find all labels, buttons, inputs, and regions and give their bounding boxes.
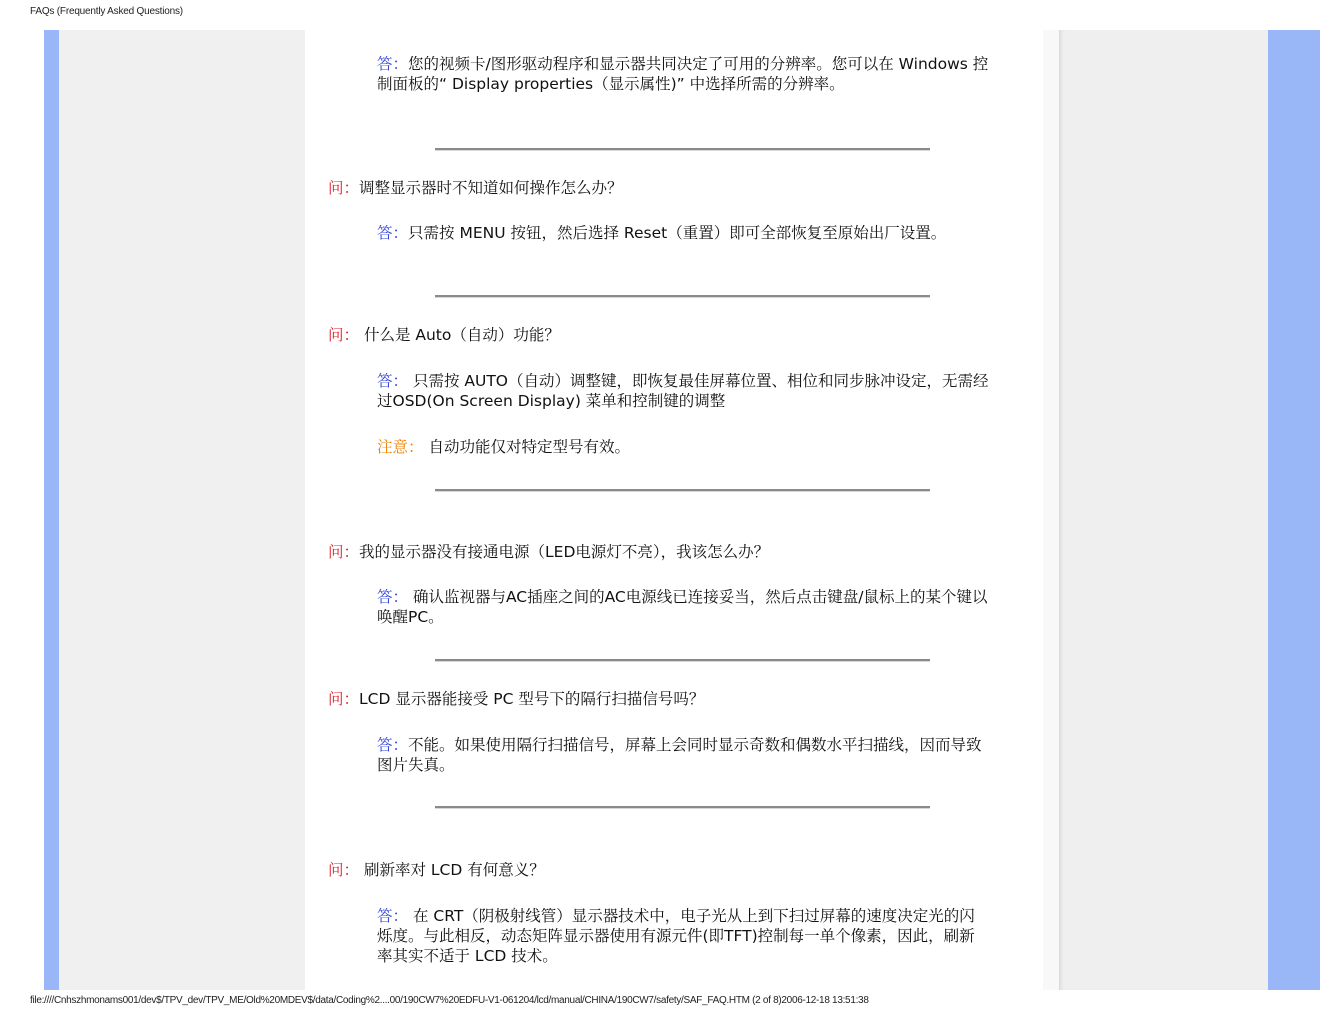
question-label: 问： — [328, 543, 360, 561]
answer-text: 确认监视器与AC插座之间的AC电源线已连接妥当，然后点击键盘/鼠标上的某个键以唤醒PC。 — [377, 588, 988, 626]
answer-text: 在 CRT（阴极射线管）显示器技术中，电子光从上到下扫过屏幕的速度决定光的闪烁度。与此相反，动态矩阵显示器使用有源元件(即TFT)控制每一单个像素，因此，刷新率其实不适于 LCD 技术。 — [377, 907, 975, 965]
divider — [435, 148, 930, 151]
divider — [435, 659, 930, 662]
divider — [435, 489, 930, 492]
answer-label: 答： — [377, 372, 409, 390]
note-2 — [377, 437, 989, 457]
answer-label: 答： — [377, 736, 409, 754]
divider — [435, 806, 930, 809]
answer-label: 答： — [377, 588, 409, 606]
answer-0 — [377, 54, 989, 94]
question-5 — [328, 860, 545, 880]
right-gap — [1043, 30, 1059, 990]
left-blue-bar — [44, 30, 59, 990]
question-label: 问： — [328, 179, 360, 197]
question-text: 我的显示器没有接通电源（LED电源灯不亮），我该怎么办？ — [359, 543, 770, 561]
left-panel — [59, 30, 305, 990]
question-text: 什么是 Auto（自动）功能？ — [359, 326, 560, 344]
answer-text: 只需按 MENU 按钮，然后选择 Reset（重置）即可全部恢复至原始出厂设置。 — [408, 224, 947, 242]
answer-label: 答： — [377, 907, 409, 925]
answer-text: 您的视频卡/图形驱动程序和显示器共同决定了可用的分辨率。您可以在 Windows 控制面板的“ Display properties（显示属性)” 中选择所需的分辨率。 — [377, 55, 989, 93]
question-text: LCD 显示器能接受 PC 型号下的隔行扫描信号吗？ — [359, 690, 705, 708]
question-label: 问： — [328, 690, 360, 708]
answer-label: 答： — [377, 224, 409, 242]
question-1 — [328, 178, 623, 198]
print-footer-path: file:////Cnhszhmonams001/dev$/TPV_dev/TPV_ME/Old%20MDEV$/data/Coding%2....00/190CW7%20EDFU-V1-061204/lcd/manual/CHINA/190CW7/safety/SAF_FAQ.HTM (2 of 8)2006-12-18 13:51:38 — [30, 995, 869, 1006]
answer-text: 不能。如果使用隔行扫描信号，屏幕上会同时显示奇数和偶数水平扫描线，因而导致图片失真。 — [377, 736, 982, 774]
question-2 — [328, 325, 560, 345]
answer-3 — [377, 587, 989, 627]
question-3 — [328, 542, 769, 562]
question-text: 调整显示器时不知道如何操作怎么办？ — [359, 179, 623, 197]
right-panel — [1059, 30, 1268, 990]
answer-text: 只需按 AUTO（自动）调整键，即恢复最佳屏幕位置、相位和同步脉冲设定，无需经过OSD(On Screen Display) 菜单和控制键的调整 — [377, 372, 989, 410]
right-blue-bar — [1268, 30, 1320, 990]
question-4 — [328, 689, 704, 709]
document-frame — [44, 30, 1320, 990]
answer-1 — [377, 223, 989, 243]
answer-2 — [377, 371, 989, 411]
answer-4 — [377, 735, 989, 775]
question-label: 问： — [328, 326, 360, 344]
note-label: 注意： — [377, 438, 424, 456]
answer-label: 答： — [377, 55, 409, 73]
note-text: 自动功能仅对特定型号有效。 — [423, 438, 630, 456]
answer-5 — [377, 906, 989, 966]
question-label: 问： — [328, 861, 360, 879]
question-text: 刷新率对 LCD 有何意义？ — [359, 861, 545, 879]
faq-content — [305, 30, 1043, 990]
print-header-title: FAQs (Frequently Asked Questions) — [30, 6, 183, 17]
divider — [435, 295, 930, 298]
